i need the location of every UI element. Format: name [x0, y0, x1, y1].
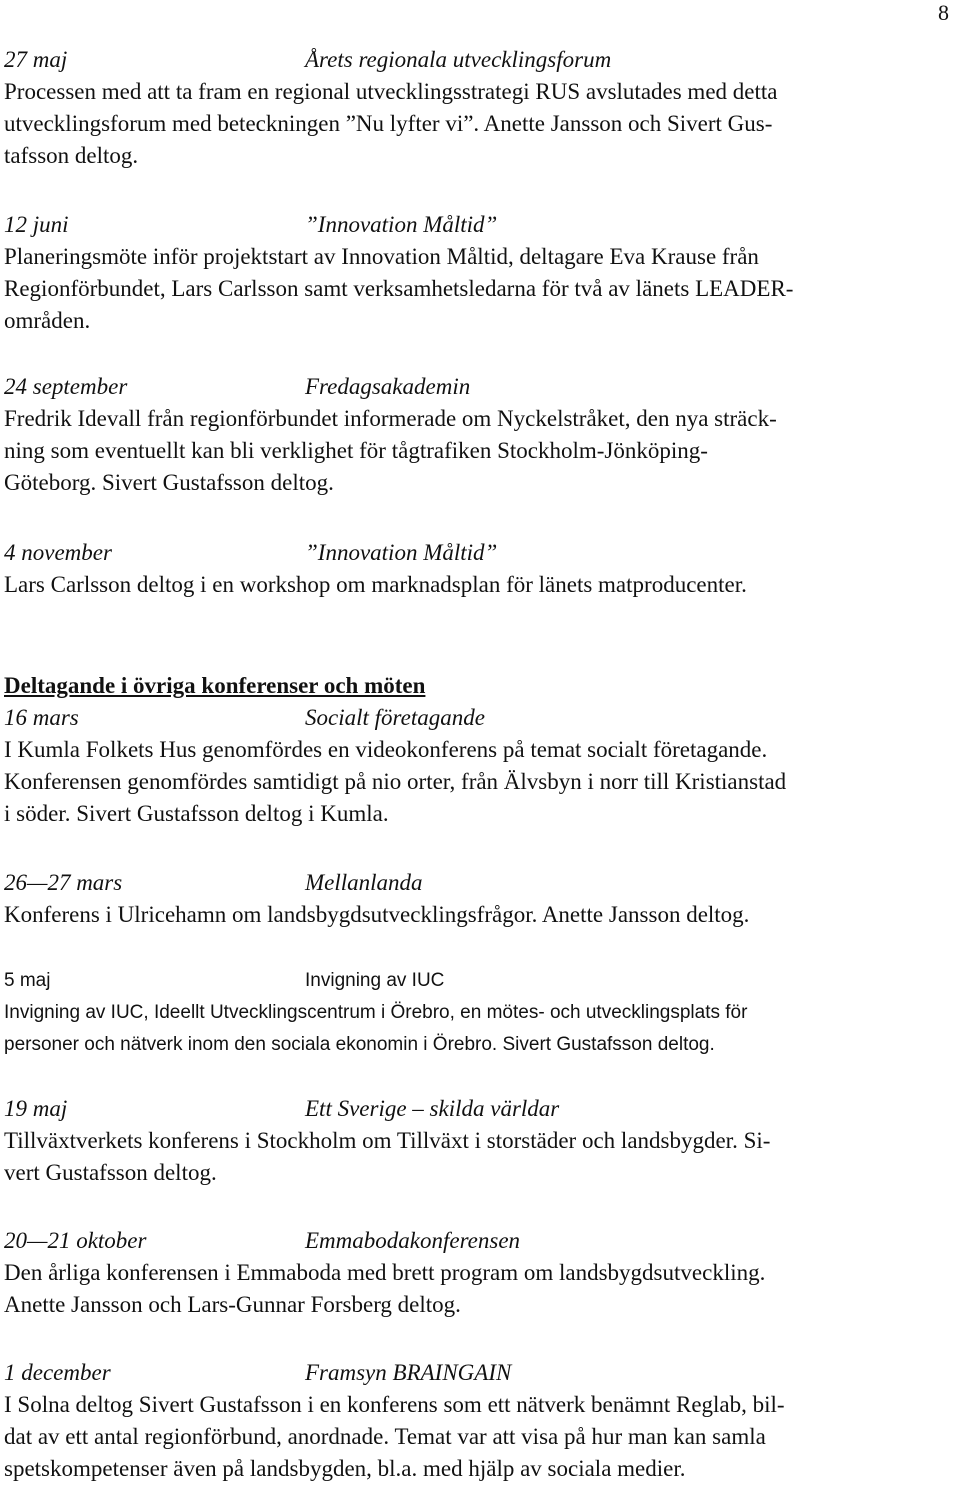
- entry-header: [4, 537, 954, 569]
- entry-line: i söder. Sivert Gustafsson deltog i Kumla.: [4, 801, 389, 826]
- entry-ett-sverige: [4, 1093, 954, 1189]
- entry-emmabodakonferensen: [4, 1225, 954, 1321]
- entry-title: ”Innovation Måltid”: [305, 212, 498, 237]
- entry-line: områden.: [4, 308, 91, 333]
- entry-date: 16 mars: [4, 705, 79, 730]
- entry-line: Invigning av IUC, Ideellt Utvecklingscentrum i Örebro, en mötes- och utvecklingsplats för: [4, 1002, 748, 1023]
- entry-line: Anette Jansson och Lars-Gunnar Forsberg deltog.: [4, 1292, 461, 1317]
- entry-socialt-foretagande: [4, 702, 954, 830]
- entry-line: ning som eventuellt kan bli verklighet för tågtrafiken Stockholm-Jönköping-: [4, 438, 708, 463]
- entry-date: 5 maj: [4, 970, 51, 991]
- entry-header: [4, 209, 954, 241]
- entry-title: ”Innovation Måltid”: [305, 540, 498, 565]
- entry-line: personer och nätverk inom den sociala ekonomin i Örebro. Sivert Gustafsson deltog.: [4, 1034, 715, 1055]
- entry-arets-regionala: [4, 44, 954, 172]
- entry-fredagsakademin: [4, 371, 954, 499]
- entry-body: [4, 734, 954, 830]
- entry-date: 26—27 mars: [4, 870, 123, 895]
- entry-body: [4, 569, 954, 601]
- entry-header: [4, 702, 954, 734]
- entry-line: Konferensen genomfördes samtidigt på nio orter, från Älvsbyn i norr till Kristianstad: [4, 769, 787, 794]
- entry-header: [4, 44, 954, 76]
- entry-line: spetskompetenser även på landsbygden, bl.a. med hjälp av sociala medier.: [4, 1456, 686, 1481]
- entry-line: Lars Carlsson deltog i en workshop om marknadsplan för länets matproducenter.: [4, 572, 747, 597]
- entry-title: Mellanlanda: [305, 870, 423, 895]
- entry-innovation-maltid-november: [4, 537, 954, 601]
- entry-body: [4, 241, 954, 337]
- page-number: 8: [938, 0, 949, 25]
- entry-mellanlanda: [4, 867, 954, 931]
- entry-line: vert Gustafsson deltog.: [4, 1160, 217, 1185]
- entry-title: Ett Sverige – skilda världar: [305, 1096, 560, 1121]
- entry-body: [4, 997, 954, 1061]
- entry-title: Invigning av IUC: [305, 970, 445, 991]
- entry-date: 19 maj: [4, 1096, 68, 1121]
- entry-line: utvecklingsforum med beteckningen ”Nu lyfter vi”. Anette Jansson och Sivert Gus-: [4, 111, 773, 136]
- entry-date: 24 september: [4, 374, 128, 399]
- entry-date: 20—21 oktober: [4, 1228, 147, 1253]
- entry-line: I Solna deltog Sivert Gustafsson i en konferens som ett nätverk benämnt Reglab, bil-: [4, 1392, 785, 1417]
- entry-line: Göteborg. Sivert Gustafsson deltog.: [4, 470, 334, 495]
- entry-line: Konferens i Ulricehamn om landsbygdsutvecklingsfrågor. Anette Jansson deltog.: [4, 902, 750, 927]
- entry-line: Den årliga konferensen i Emmaboda med brett program om landsbygdsutveckling.: [4, 1260, 766, 1285]
- entry-header: [4, 1357, 954, 1389]
- entry-date: 1 december: [4, 1360, 111, 1385]
- entry-title: Emmabodakonferensen: [305, 1228, 521, 1253]
- section-heading: Deltagande i övriga konferenser och möten: [4, 673, 426, 698]
- entry-header: [4, 867, 954, 899]
- entry-invigning-iuc: [4, 965, 954, 1061]
- entry-title: Socialt företagande: [305, 705, 485, 730]
- entry-line: tafsson deltog.: [4, 143, 139, 168]
- entry-date: 4 november: [4, 540, 112, 565]
- entry-body: [4, 76, 954, 172]
- entry-line: Regionförbundet, Lars Carlsson samt verksamhetsledarna för två av länets LEADER-: [4, 276, 794, 301]
- entry-header: [4, 1093, 954, 1125]
- entry-line: Planeringsmöte inför projektstart av Innovation Måltid, deltagare Eva Krause från: [4, 244, 759, 269]
- entry-title: Årets regionala utvecklingsforum: [305, 47, 612, 72]
- entry-body: [4, 899, 954, 931]
- entry-line: dat av ett antal regionförbund, anordnade. Temat var att visa på hur man kan samla: [4, 1424, 766, 1449]
- entry-header: [4, 371, 954, 403]
- entry-body: [4, 1389, 954, 1485]
- entry-date: 12 juni: [4, 212, 69, 237]
- entry-date: 27 maj: [4, 47, 68, 72]
- entry-body: [4, 1257, 954, 1321]
- entry-body: [4, 1125, 954, 1189]
- entry-framsyn-braingain: [4, 1357, 954, 1485]
- entry-header: [4, 1225, 954, 1257]
- entry-innovation-maltid-juni: [4, 209, 954, 337]
- entry-title: Framsyn BRAINGAIN: [305, 1360, 512, 1385]
- entry-line: Tillväxtverkets konferens i Stockholm om Tillväxt i storstäder och landsbygder. Si-: [4, 1128, 771, 1153]
- entry-body: [4, 403, 954, 499]
- entry-line: Fredrik Idevall från regionförbundet informerade om Nyckelstråket, den nya sträck-: [4, 406, 777, 431]
- entry-line: Processen med att ta fram en regional utvecklingsstrategi RUS avslutades med detta: [4, 79, 778, 104]
- entry-title: Fredagsakademin: [305, 374, 471, 399]
- entry-header: [4, 965, 954, 997]
- entry-line: I Kumla Folkets Hus genomfördes en videokonferens på temat socialt företagande.: [4, 737, 768, 762]
